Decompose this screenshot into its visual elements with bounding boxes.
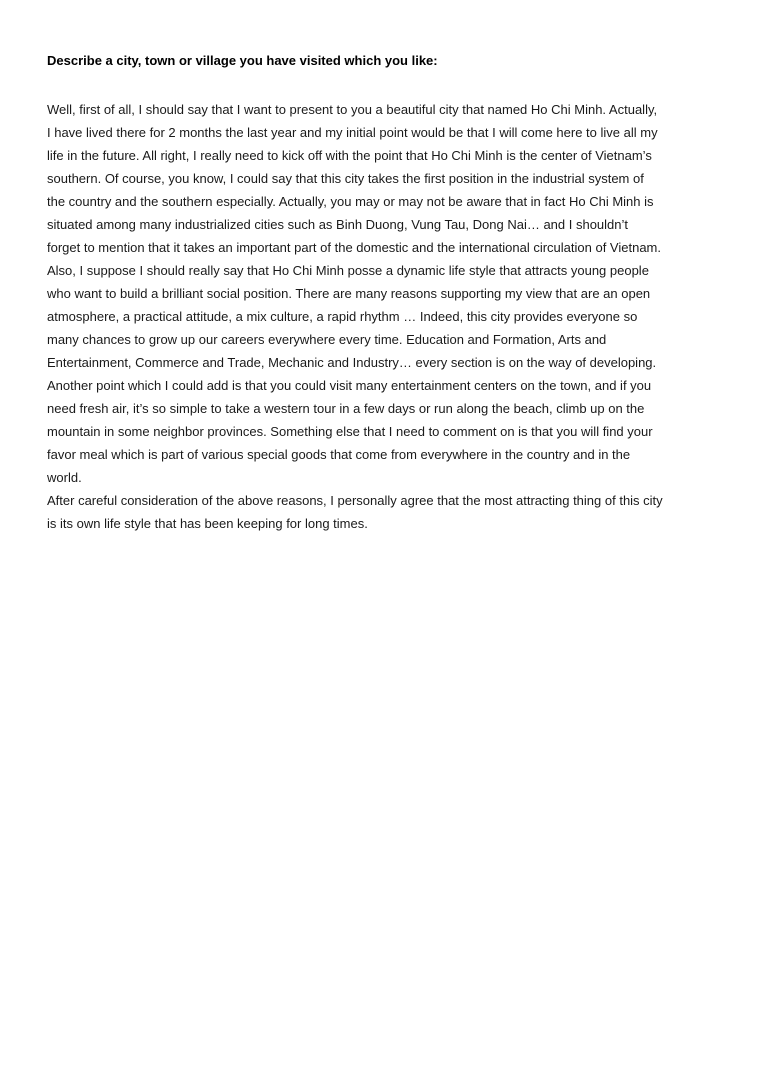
document-title: Describe a city, town or village you have visited which you like: bbox=[47, 53, 438, 68]
body-line: who want to build a brilliant social position. There are many reasons supporting my view that are an open bbox=[47, 286, 651, 301]
body-line: southern. Of course, you know, I could say that this city takes the first position in the industrial system of bbox=[47, 171, 644, 186]
body-line: mountain in some neighbor provinces. Something else that I need to comment on is that you will find your bbox=[47, 424, 653, 439]
body-line: need fresh air, it’s so simple to take a western tour in a few days or run along the beach, climb up on the bbox=[47, 401, 645, 416]
body-line: favor meal which is part of various special goods that come from everywhere in the country and in the bbox=[47, 447, 631, 462]
body-line: forget to mention that it takes an important part of the domestic and the international circulation of Vietnam. bbox=[47, 240, 661, 255]
body-line: is its own life style that has been keeping for long times. bbox=[47, 516, 368, 531]
document-body bbox=[47, 98, 663, 535]
body-line: Entertainment, Commerce and Trade, Mechanic and Industry… every section is on the way of developing. bbox=[47, 355, 657, 370]
body-line: Another point which I could add is that you could visit many entertainment centers on the town, and if you bbox=[47, 378, 652, 393]
body-line: I have lived there for 2 months the last year and my initial point would be that I will come here to live all my bbox=[47, 125, 658, 140]
body-line: the country and the southern especially. Actually, you may or may not be aware that in fact Ho Chi Minh is bbox=[47, 194, 654, 209]
body-line: situated among many industrialized cities such as Binh Duong, Vung Tau, Dong Nai… and I shouldn’t bbox=[47, 217, 629, 232]
body-line: Well, first of all, I should say that I want to present to you a beautiful city that named Ho Chi Minh. Actually, bbox=[47, 102, 658, 117]
body-line: atmosphere, a practical attitude, a mix culture, a rapid rhythm … Indeed, this city provides everyone so bbox=[47, 309, 638, 324]
body-line: Also, I suppose I should really say that Ho Chi Minh posse a dynamic life style that attracts young people bbox=[47, 263, 649, 278]
body-line: After careful consideration of the above reasons, I personally agree that the most attracting thing of this city bbox=[47, 493, 663, 508]
body-line: life in the future. All right, I really need to kick off with the point that Ho Chi Minh is the center of Vietnam’s bbox=[47, 148, 652, 163]
body-line: world. bbox=[47, 470, 82, 485]
body-line: many chances to grow up our careers everywhere every time. Education and Formation, Arts and bbox=[47, 332, 607, 347]
